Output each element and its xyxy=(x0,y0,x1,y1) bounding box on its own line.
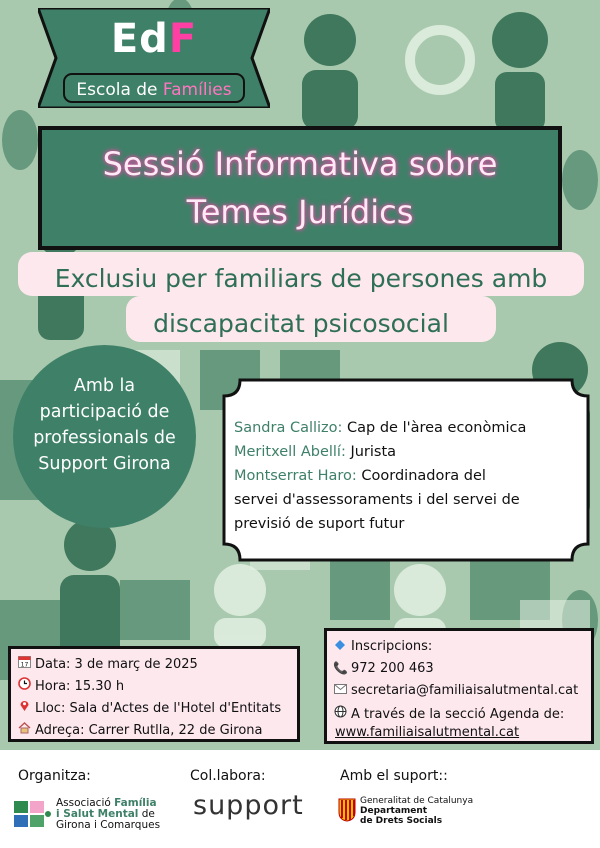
speaker-3-role-cont-2: previsió de suport futur xyxy=(234,516,405,532)
mail-icon xyxy=(333,683,347,697)
subtitle-line-1: Exclusiu per familiars de persones amb xyxy=(54,264,548,293)
speaker-role: Cap de l'àrea econòmica xyxy=(342,420,527,436)
website-link[interactable]: www.familiaisalutmental.cat xyxy=(335,725,520,740)
organitza-label: Organitza: xyxy=(18,768,91,784)
contact-box xyxy=(324,628,594,744)
assoc-line2: i Salut Mental xyxy=(56,808,139,820)
speaker-role: Jurista xyxy=(345,444,397,460)
escola-de-families xyxy=(38,80,270,100)
subtitle xyxy=(18,256,584,346)
assoc-line3: Girona i Comarques xyxy=(56,819,161,831)
assoc-line1a: Associació xyxy=(56,797,115,809)
gen1-text xyxy=(360,796,473,826)
location-pin-icon xyxy=(17,699,31,715)
gen1-line2: Departament xyxy=(360,806,428,816)
agenda-text: A través de la secció Agenda de: xyxy=(351,707,565,722)
calendar-day: 17 xyxy=(20,661,28,668)
participation-text xyxy=(13,373,196,477)
families-text: Famílies xyxy=(162,80,232,100)
subtitle-box xyxy=(18,252,584,344)
speaker-1 xyxy=(234,416,584,440)
speaker-name: Sandra Callizo: xyxy=(234,420,343,436)
agenda-row xyxy=(333,705,564,722)
event-time xyxy=(17,677,124,694)
escola-text: Escola de xyxy=(76,80,163,100)
phone-number[interactable]: 972 200 463 xyxy=(351,661,434,676)
event-date xyxy=(17,655,198,672)
collabora-label: Col.labora: xyxy=(190,768,266,784)
generalitat-shield-icon xyxy=(338,798,356,822)
speaker-3-role-cont-1: servei d'assessoraments i del servei de xyxy=(234,492,520,508)
title-line-2: Temes Jurídics xyxy=(186,193,414,231)
speaker-3 xyxy=(234,464,584,488)
speakers-box xyxy=(220,376,592,564)
inscripcions-row xyxy=(333,639,432,654)
clock-icon xyxy=(17,677,31,693)
phone-row xyxy=(333,661,434,676)
event-place xyxy=(17,699,281,716)
circle-line-4: Support Girona xyxy=(38,454,171,474)
circle-line-1: Amb la xyxy=(73,376,136,396)
house-icon xyxy=(17,721,31,737)
page-title xyxy=(42,140,558,236)
support-logo: support xyxy=(193,790,304,821)
event-place-text: Lloc: Sala d'Actes de l'Hotel d'Entitats xyxy=(35,701,282,716)
email-row xyxy=(333,683,578,698)
event-address xyxy=(17,721,263,738)
edf-f: F xyxy=(168,16,198,62)
event-address-text: Adreça: Carrer Rutlla, 22 de Girona xyxy=(35,723,263,738)
subtitle-line-2: discapacitat psicosocial xyxy=(153,309,449,338)
speaker-role: Coordinadora del xyxy=(356,468,486,484)
edf-banner xyxy=(38,8,270,108)
calendar-icon xyxy=(17,655,31,671)
assoc-line1b: Família xyxy=(114,797,157,809)
association-logo xyxy=(12,796,192,832)
speakers-list xyxy=(234,416,584,536)
gen1-line3: de Drets Socials xyxy=(360,816,443,826)
event-time-text: Hora: 15.30 h xyxy=(35,679,125,694)
speaker-name: Montserrat Haro: xyxy=(234,468,357,484)
event-date-text: Data: 3 de març de 2025 xyxy=(35,657,198,672)
association-name xyxy=(56,798,160,831)
association-mark-icon xyxy=(12,798,52,830)
edf-logo-text xyxy=(38,16,270,62)
suport-label: Amb el suport:: xyxy=(340,768,448,784)
speaker-name: Meritxell Abellí: xyxy=(234,444,346,460)
email-address[interactable]: secretaria@familiaisalutmental.cat xyxy=(351,683,579,698)
assoc-line2b: de xyxy=(138,808,155,820)
speaker-2 xyxy=(234,440,584,464)
participation-circle xyxy=(13,345,196,528)
edf-ed: Ed xyxy=(110,16,169,62)
title-line-1: Sessió Informativa sobre xyxy=(102,145,498,183)
title-box xyxy=(38,126,562,250)
diamond-icon xyxy=(333,639,347,653)
gen1-line1: Generalitat de Catalunya xyxy=(360,796,474,806)
phone-icon: 📞 xyxy=(333,661,348,675)
event-info-box xyxy=(8,646,300,742)
inscripcions-label: Inscripcions: xyxy=(351,639,433,654)
globe-icon xyxy=(333,705,347,721)
circle-line-3: professionals de xyxy=(33,428,176,448)
circle-line-2: participació de xyxy=(39,402,170,422)
